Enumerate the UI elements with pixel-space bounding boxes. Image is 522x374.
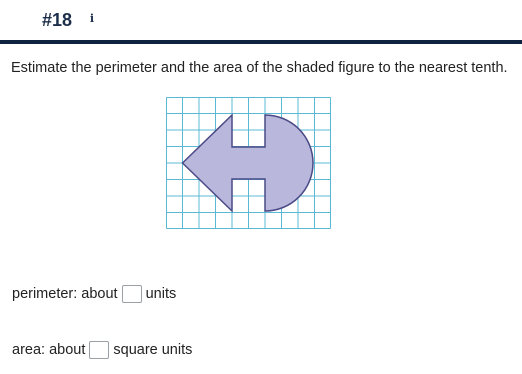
area-input[interactable] — [89, 341, 109, 359]
area-answer-row — [12, 340, 192, 360]
problem-instruction: Estimate the perimeter and the area of the shaded figure to the nearest tenth. — [11, 60, 508, 76]
info-icon[interactable]: i — [89, 12, 95, 25]
problem-number: #18 — [42, 10, 73, 30]
area-label: area: about — [12, 342, 86, 358]
perimeter-answer-row — [12, 284, 176, 304]
perimeter-label: perimeter: about — [12, 286, 118, 302]
header — [0, 0, 522, 40]
shaded-figure-on-grid — [166, 97, 331, 229]
perimeter-units: units — [145, 286, 177, 302]
shaded-figure — [183, 115, 314, 211]
header-divider — [0, 40, 522, 44]
perimeter-input[interactable] — [122, 285, 142, 303]
area-units: square units — [113, 342, 193, 358]
